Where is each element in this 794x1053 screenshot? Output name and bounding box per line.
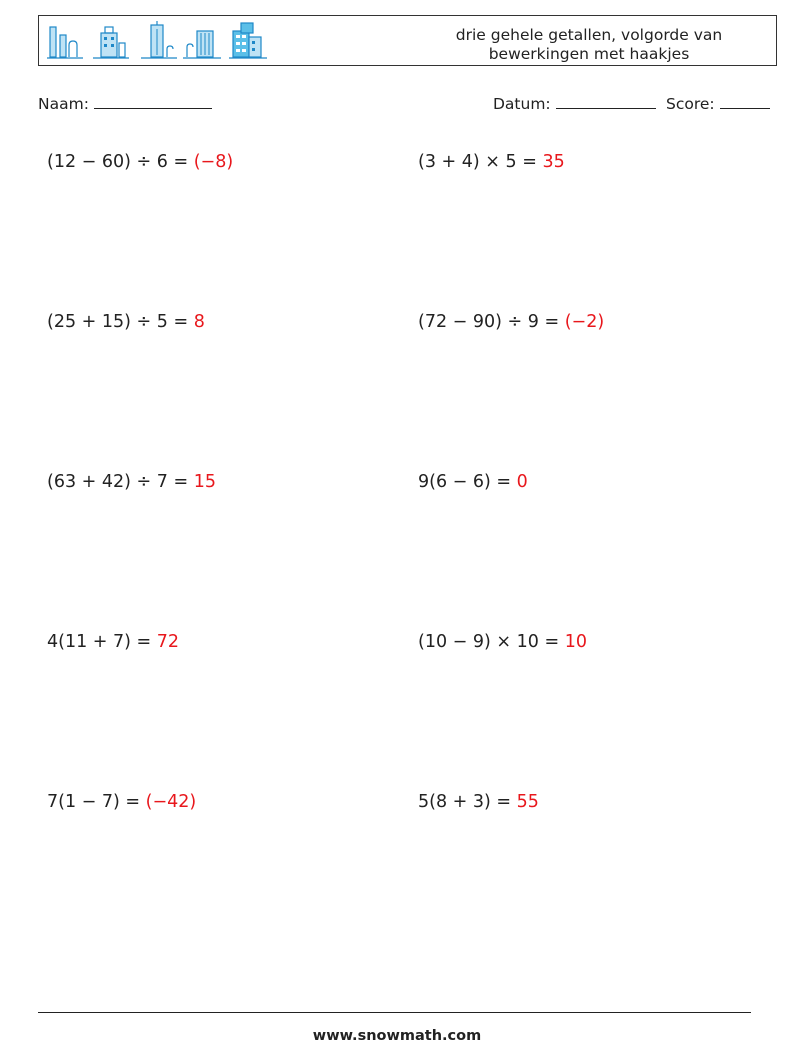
footer-site[interactable]: www.snowmath.com <box>312 1028 482 1044</box>
footer-divider <box>38 1012 751 1013</box>
problem-10: 5(8 + 3) = 55 <box>418 792 539 812</box>
answer-5: 15 <box>193 472 216 492</box>
tower-streetlamp-icon <box>183 21 221 61</box>
answer-2: 35 <box>542 152 565 172</box>
problem-2: (3 + 4) × 5 = 35 <box>418 152 565 172</box>
apartment-block-icon <box>229 21 267 61</box>
header-box <box>38 15 777 66</box>
problem-9: 7(1 − 7) = (−42) <box>47 792 197 812</box>
title-line-2: bewerkingen met haakjes <box>488 45 690 63</box>
date-blank[interactable] <box>556 93 656 109</box>
score-blank[interactable] <box>720 93 770 109</box>
score-field[interactable] <box>666 93 770 113</box>
problem-1: (12 − 60) ÷ 6 = (−8) <box>47 152 234 172</box>
answer-8: 10 <box>564 632 587 652</box>
answer-10: 55 <box>516 792 539 812</box>
problem-5: (63 + 42) ÷ 7 = 15 <box>47 472 216 492</box>
date-label: Datum: <box>493 95 551 113</box>
answer-6: 0 <box>516 472 528 492</box>
problem-8: (10 − 9) × 10 = 10 <box>418 632 587 652</box>
score-label: Score: <box>666 95 715 113</box>
answer-3: 8 <box>193 312 205 332</box>
title-line-1: drie gehele getallen, volgorde van <box>455 26 723 44</box>
problem-3: (25 + 15) ÷ 5 = 8 <box>47 312 205 332</box>
problem-4: (72 − 90) ÷ 9 = (−2) <box>418 312 605 332</box>
skyscraper-icon <box>141 21 177 61</box>
twin-towers-icon <box>47 21 83 61</box>
problem-6: 9(6 − 6) = 0 <box>418 472 528 492</box>
name-label: Naam: <box>38 95 89 113</box>
name-blank[interactable] <box>94 93 212 109</box>
office-building-icon <box>93 21 129 61</box>
problem-7: 4(11 + 7) = 72 <box>47 632 180 652</box>
name-field[interactable] <box>38 93 212 113</box>
answer-1: (−8) <box>193 152 234 172</box>
worksheet-title <box>399 26 779 64</box>
date-field[interactable] <box>493 93 656 113</box>
answer-4: (−2) <box>564 312 605 332</box>
answer-9: (−42) <box>145 792 197 812</box>
answer-7: 72 <box>156 632 180 652</box>
